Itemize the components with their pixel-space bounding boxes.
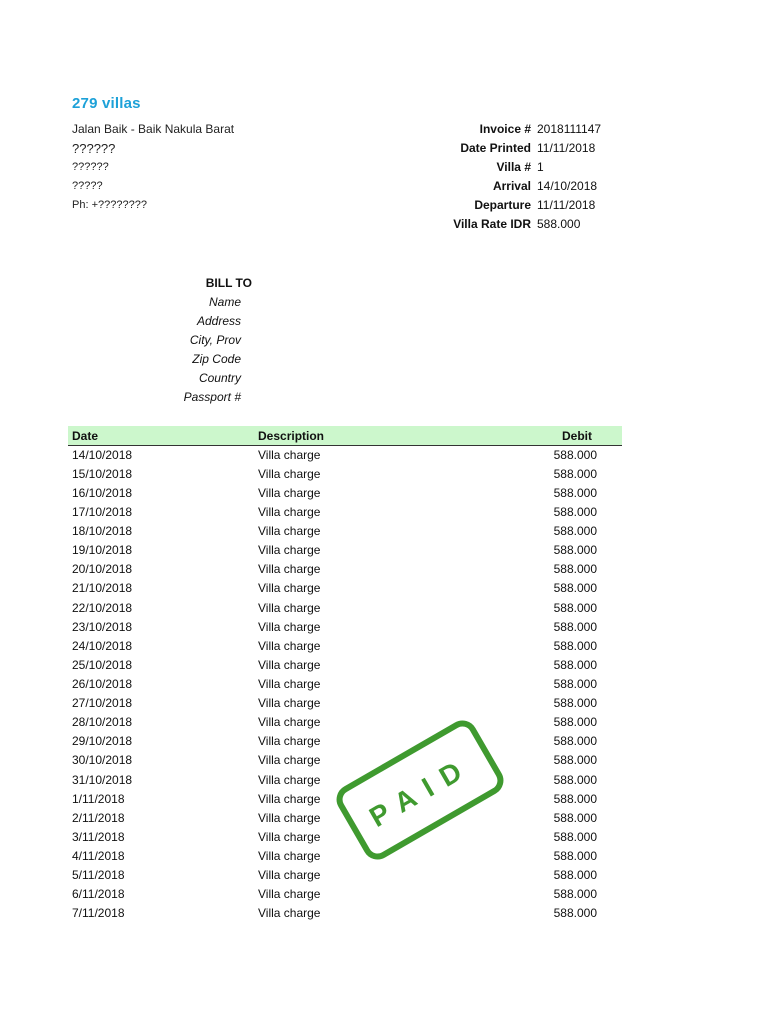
row-description: Villa charge (258, 448, 321, 462)
bill-to-city-label: City, Prov (189, 333, 241, 347)
row-date: 16/10/2018 (72, 486, 133, 500)
row-date: 20/10/2018 (72, 562, 133, 576)
table-row (68, 465, 622, 484)
row-date: 15/10/2018 (72, 467, 133, 481)
row-debit: 588.000 (553, 753, 597, 767)
row-debit: 588.000 (553, 486, 597, 500)
invoice-number-value: 2018111147 (537, 122, 602, 136)
row-description: Villa charge (258, 887, 321, 901)
row-description: Villa charge (258, 524, 321, 538)
row-date: 18/10/2018 (72, 524, 133, 538)
row-description: Villa charge (258, 658, 321, 672)
row-description: Villa charge (258, 505, 321, 519)
table-row (68, 541, 622, 560)
row-debit: 588.000 (553, 620, 597, 634)
row-date: 19/10/2018 (72, 543, 133, 557)
row-date: 22/10/2018 (72, 601, 133, 615)
row-debit: 588.000 (553, 448, 597, 462)
row-debit: 588.000 (553, 543, 597, 557)
row-description: Villa charge (258, 543, 321, 557)
table-row (68, 560, 622, 579)
table-row (68, 866, 622, 885)
row-debit: 588.000 (553, 849, 597, 863)
row-debit: 588.000 (553, 715, 597, 729)
table-row (68, 847, 622, 866)
table-row (68, 656, 622, 675)
row-description: Villa charge (258, 849, 321, 863)
row-description: Villa charge (258, 486, 321, 500)
row-date: 1/11/2018 (72, 792, 125, 806)
row-debit: 588.000 (553, 562, 597, 576)
bill-to-address-label: Address (196, 314, 241, 328)
villa-rate-value: 588.000 (537, 217, 581, 231)
row-description: Villa charge (258, 811, 321, 825)
row-debit: 588.000 (553, 505, 597, 519)
row-date: 5/11/2018 (72, 868, 125, 882)
row-description: Villa charge (258, 715, 321, 729)
row-description: Villa charge (258, 792, 321, 806)
row-description: Villa charge (258, 734, 321, 748)
row-date: 25/10/2018 (72, 658, 133, 672)
row-date: 26/10/2018 (72, 677, 133, 691)
company-line-2: ?????? (72, 141, 116, 156)
table-row (68, 713, 622, 732)
villa-number-value: 1 (537, 160, 544, 174)
row-description: Villa charge (258, 467, 321, 481)
table-row (68, 904, 622, 923)
row-description: Villa charge (258, 562, 321, 576)
row-description: Villa charge (258, 601, 321, 615)
table-row (68, 828, 622, 847)
row-description: Villa charge (258, 830, 321, 844)
villa-number-label: Villa # (496, 160, 531, 174)
row-date: 14/10/2018 (72, 448, 133, 462)
row-debit: 588.000 (553, 639, 597, 653)
table-row (68, 599, 622, 618)
bill-to-country-label: Country (198, 371, 241, 385)
row-date: 23/10/2018 (72, 620, 133, 634)
row-date: 28/10/2018 (72, 715, 133, 729)
row-date: 21/10/2018 (72, 581, 133, 595)
row-debit: 588.000 (553, 868, 597, 882)
row-debit: 588.000 (553, 581, 597, 595)
row-debit: 588.000 (553, 887, 597, 901)
bill-to-zip-label: Zip Code (192, 352, 241, 366)
row-date: 7/11/2018 (72, 906, 125, 920)
row-debit: 588.000 (553, 696, 597, 710)
row-description: Villa charge (258, 906, 321, 920)
row-debit: 588.000 (553, 467, 597, 481)
table-header (68, 426, 622, 446)
row-date: 3/11/2018 (72, 830, 125, 844)
table-row (68, 446, 622, 465)
row-date: 2/11/2018 (72, 811, 125, 825)
departure-label: Departure (474, 198, 531, 212)
row-debit: 588.000 (553, 677, 597, 691)
table-row (68, 579, 622, 598)
bill-to-name-label: Name (208, 295, 241, 309)
row-description: Villa charge (258, 696, 321, 710)
row-description: Villa charge (258, 581, 321, 595)
company-address: Jalan Baik - Baik Nakula Barat (72, 122, 235, 136)
row-description: Villa charge (258, 677, 321, 691)
date-printed-label: Date Printed (460, 141, 531, 155)
row-debit: 588.000 (553, 906, 597, 920)
company-line-3: ?????? (72, 161, 109, 173)
table-row (68, 675, 622, 694)
row-debit: 588.000 (553, 734, 597, 748)
invoice-number-label: Invoice # (479, 122, 531, 136)
table-row (68, 484, 622, 503)
row-debit: 588.000 (553, 811, 597, 825)
row-debit: 588.000 (553, 658, 597, 672)
table-row (68, 503, 622, 522)
row-debit: 588.000 (553, 601, 597, 615)
company-line-4: ????? (72, 180, 103, 192)
row-description: Villa charge (258, 753, 321, 767)
row-date: 29/10/2018 (72, 734, 133, 748)
column-header-description: Description (258, 429, 325, 443)
row-debit: 588.000 (553, 792, 597, 806)
row-description: Villa charge (258, 620, 321, 634)
table-row (68, 751, 622, 770)
column-header-date: Date (72, 429, 99, 443)
table-row (68, 694, 622, 713)
row-date: 4/11/2018 (72, 849, 125, 863)
column-header-debit: Debit (562, 429, 592, 443)
row-date: 6/11/2018 (72, 887, 125, 901)
row-date: 31/10/2018 (72, 773, 133, 787)
villa-rate-label: Villa Rate IDR (453, 217, 531, 231)
table-row (68, 618, 622, 637)
table-row (68, 885, 622, 904)
row-description: Villa charge (258, 773, 321, 787)
row-date: 24/10/2018 (72, 639, 133, 653)
departure-value: 11/11/2018 (537, 198, 596, 212)
row-debit: 588.000 (553, 524, 597, 538)
table-row (68, 522, 622, 541)
arrival-label: Arrival (492, 179, 531, 193)
row-description: Villa charge (258, 868, 321, 882)
arrival-value: 14/10/2018 (537, 179, 598, 193)
date-printed-value: 11/11/2018 (537, 141, 596, 155)
table-row (68, 637, 622, 656)
paid-stamp-text: PAID (364, 749, 478, 833)
row-debit: 588.000 (553, 830, 597, 844)
row-date: 30/10/2018 (72, 753, 133, 767)
company-name: 279 villas (72, 95, 141, 112)
bill-to-title: BILL TO (205, 276, 252, 290)
row-date: 17/10/2018 (72, 505, 133, 519)
row-debit: 588.000 (553, 773, 597, 787)
row-date: 27/10/2018 (72, 696, 133, 710)
bill-to-passport-label: Passport # (183, 390, 241, 404)
company-phone: Ph: +???????? (72, 199, 147, 211)
table-row (68, 732, 622, 751)
row-description: Villa charge (258, 639, 321, 653)
